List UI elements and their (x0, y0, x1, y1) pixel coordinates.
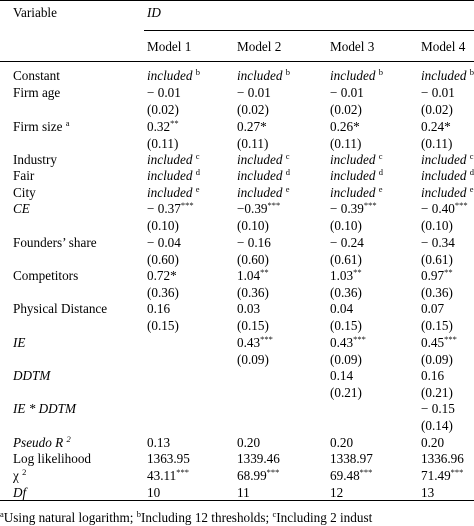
cell-significance: *** (450, 467, 464, 477)
cell-value: (0.61) (330, 252, 362, 267)
cell-significance: b (195, 67, 200, 77)
cell-value: (0.15) (147, 318, 179, 333)
cell-value: included (330, 152, 376, 167)
row-label (13, 84, 60, 101)
cell-significance: *** (266, 467, 280, 477)
cell-significance: *** (444, 334, 457, 344)
cell-value: included (421, 168, 467, 183)
cell-value: included (330, 68, 376, 83)
cell-value: − 0.39 (330, 201, 364, 216)
cell-value: included (147, 68, 193, 83)
row-label (13, 400, 76, 417)
cell-value: included (330, 168, 376, 183)
cell-model-3 (330, 251, 362, 268)
cell-value: (0.02) (330, 102, 362, 117)
header-model-1: Model 1 (147, 39, 192, 54)
cell-model-2 (237, 135, 268, 152)
cell-value: included (421, 185, 467, 200)
cell-model-3 (330, 467, 372, 484)
cell-value: (0.09) (421, 352, 453, 367)
cell-significance: ** (260, 267, 269, 277)
row-label (13, 367, 50, 384)
cell-significance: c (378, 151, 383, 161)
cell-model-4 (421, 135, 452, 152)
cell-value: included (237, 68, 283, 83)
cell-value: 0.14 (330, 368, 354, 383)
row-label-text: DDTM (13, 368, 51, 383)
cell-significance: *** (454, 200, 468, 210)
cell-value: 1.03 (330, 268, 354, 283)
cell-value: 68.99 (237, 468, 267, 483)
cell-significance: e (469, 184, 474, 194)
table-top-rule (0, 0, 474, 1)
cell-value: − 0.40 (421, 201, 455, 216)
cell-model-1 (147, 267, 177, 284)
cell-value: included (237, 152, 283, 167)
cell-value: 0.27* (237, 119, 267, 134)
cell-value: (0.11) (421, 136, 453, 151)
footnote-sup-b: b (136, 509, 141, 519)
row-label-text: IE (13, 335, 26, 350)
cell-model-3 (330, 284, 362, 301)
cell-model-2 (237, 267, 269, 284)
cell-value: included (421, 68, 467, 83)
cell-significance: ** (353, 267, 362, 277)
cell-model-1 (147, 484, 160, 501)
row-label-text: Competitors (13, 268, 79, 283)
cell-value: (0.60) (147, 252, 179, 267)
cell-value: − 0.16 (237, 235, 271, 250)
cell-significance: ** (170, 118, 179, 128)
row-label-sup: a (65, 118, 70, 128)
cell-model-3 (330, 67, 383, 84)
cell-value: 69.48 (330, 468, 360, 483)
cell-model-4 (421, 151, 474, 168)
cell-significance: e (378, 184, 383, 194)
cell-value: (0.02) (147, 102, 179, 117)
cell-model-2 (237, 184, 290, 201)
cell-model-4 (421, 334, 457, 351)
cell-model-2 (237, 284, 269, 301)
cell-model-4 (421, 434, 444, 451)
cell-value: (0.11) (330, 136, 362, 151)
cell-value: (0.02) (237, 102, 269, 117)
header-model-4: Model 4 (421, 39, 466, 54)
cell-value: (0.10) (237, 218, 269, 233)
cell-value: 0.04 (330, 301, 354, 316)
cell-model-1 (147, 184, 200, 201)
cell-value: (0.10) (421, 218, 453, 233)
cell-model-3 (330, 384, 362, 401)
cell-model-4 (421, 84, 455, 101)
row-label-text: Firm age (13, 85, 61, 100)
cell-model-4 (421, 67, 474, 84)
cell-value: 1.04 (237, 268, 261, 283)
cell-value: 0.16 (421, 368, 445, 383)
cell-model-1 (147, 118, 179, 135)
cell-value: 0.03 (237, 301, 261, 316)
cell-model-3 (330, 267, 362, 284)
cell-model-1 (147, 450, 190, 467)
cell-value: 0.32 (147, 119, 171, 134)
row-label-text: Physical Distance (13, 301, 108, 316)
cell-model-4 (421, 267, 453, 284)
cell-value: 0.45 (421, 335, 445, 350)
cell-model-3 (330, 184, 383, 201)
cell-model-2 (237, 84, 271, 101)
footnote (0, 510, 372, 526)
cell-model-1 (147, 234, 181, 251)
cell-model-4 (421, 467, 463, 484)
cell-model-1 (147, 167, 200, 184)
cell-model-4 (421, 450, 464, 467)
cell-model-4 (421, 417, 453, 434)
cell-significance: d (378, 167, 383, 177)
cell-model-4 (421, 400, 455, 417)
cell-value: included (147, 168, 193, 183)
cell-model-1 (147, 135, 178, 152)
cell-model-3 (330, 167, 383, 184)
cell-value: 0.97 (421, 268, 445, 283)
cell-significance: d (469, 167, 474, 177)
cell-model-2 (237, 317, 269, 334)
table-bottom-rule (0, 500, 474, 501)
cell-value: 0.26* (330, 119, 360, 134)
cell-value: (0.09) (330, 352, 362, 367)
cell-value: (0.36) (330, 285, 362, 300)
cell-model-1 (147, 284, 179, 301)
cell-value: 13 (421, 485, 435, 500)
cell-model-4 (421, 300, 444, 317)
header-group: ID (147, 5, 161, 20)
cell-model-4 (421, 217, 453, 234)
row-label (13, 434, 71, 451)
cell-significance: *** (353, 334, 366, 344)
cell-significance: e (195, 184, 200, 194)
cell-model-1 (147, 67, 200, 84)
row-label (13, 234, 97, 251)
cell-value: − 0.04 (147, 235, 181, 250)
cell-significance: c (195, 151, 200, 161)
cell-model-1 (147, 84, 181, 101)
cell-model-3 (330, 200, 377, 217)
cell-value: included (330, 185, 376, 200)
cell-value: included (421, 152, 467, 167)
cell-model-1 (147, 300, 170, 317)
row-label (13, 167, 34, 184)
cell-model-3 (330, 450, 373, 467)
cell-model-2 (237, 467, 279, 484)
cell-value: − 0.15 (421, 401, 455, 416)
cell-model-3 (330, 234, 364, 251)
cell-value: 10 (147, 485, 161, 500)
row-label (13, 300, 107, 317)
cell-significance: *** (176, 467, 189, 477)
cell-significance: b (285, 67, 290, 77)
cell-value: (0.02) (421, 102, 453, 117)
header-group-rule (144, 30, 474, 31)
cell-value: 1336.96 (421, 451, 464, 466)
cell-significance: *** (359, 467, 373, 477)
cell-model-4 (421, 234, 455, 251)
cell-value: 0.16 (147, 301, 171, 316)
row-label-text: Firm size (13, 119, 63, 134)
cell-model-3 (330, 84, 364, 101)
cell-model-4 (421, 101, 453, 118)
cell-model-1 (147, 467, 189, 484)
cell-value: (0.11) (237, 136, 269, 151)
cell-value: 11 (237, 485, 250, 500)
cell-value: − 0.01 (330, 85, 364, 100)
row-label (13, 467, 26, 484)
row-label (13, 334, 25, 351)
row-label-sup: 2 (22, 467, 27, 477)
cell-significance: e (285, 184, 290, 194)
cell-value: 0.20 (237, 435, 261, 450)
cell-value: (0.21) (330, 385, 362, 400)
cell-value: − 0.01 (147, 85, 181, 100)
cell-model-1 (147, 217, 179, 234)
header-bottom-rule (0, 61, 474, 62)
cell-value: included (237, 185, 283, 200)
cell-model-2 (237, 217, 269, 234)
row-label-text: Df (13, 485, 27, 500)
cell-value: 0.24* (421, 119, 451, 134)
cell-value: (0.10) (330, 218, 362, 233)
cell-model-4 (421, 118, 451, 135)
footnote-sup-c: c (272, 509, 277, 519)
row-label-text: χ (13, 468, 19, 483)
cell-value: 71.49 (421, 468, 451, 483)
cell-significance: d (285, 167, 290, 177)
cell-model-3 (330, 484, 343, 501)
cell-model-4 (421, 167, 474, 184)
row-label-text: Founders’ share (13, 235, 97, 250)
cell-significance: c (469, 151, 474, 161)
cell-value: 1339.46 (237, 451, 280, 466)
cell-significance: c (285, 151, 290, 161)
cell-value: 0.43 (330, 335, 354, 350)
cell-model-1 (147, 151, 200, 168)
cell-value: 1338.97 (330, 451, 373, 466)
cell-value: − 0.01 (421, 85, 455, 100)
cell-model-2 (237, 118, 267, 135)
cell-significance: *** (267, 200, 281, 210)
cell-model-4 (421, 184, 474, 201)
cell-model-2 (237, 67, 290, 84)
cell-value: 0.43 (237, 335, 261, 350)
header-variable: Variable (13, 5, 57, 20)
cell-value: 0.72* (147, 268, 177, 283)
cell-model-2 (237, 300, 260, 317)
cell-model-1 (147, 317, 179, 334)
header-model-3: Model 3 (330, 39, 375, 54)
cell-model-3 (330, 334, 366, 351)
header-model-2: Model 2 (237, 39, 282, 54)
cell-model-4 (421, 317, 453, 334)
cell-significance: b (378, 67, 383, 77)
cell-value: (0.15) (237, 318, 269, 333)
row-label-text: Fair (13, 168, 35, 183)
cell-value: 43.11 (147, 468, 177, 483)
row-label-text: Industry (13, 152, 57, 167)
cell-value: (0.11) (147, 136, 179, 151)
cell-model-3 (330, 434, 353, 451)
cell-value: (0.15) (421, 318, 453, 333)
cell-value: 1363.95 (147, 451, 190, 466)
cell-value: (0.36) (421, 285, 453, 300)
cell-model-4 (421, 367, 444, 384)
cell-value: (0.61) (421, 252, 453, 267)
cell-value: (0.36) (237, 285, 269, 300)
cell-model-3 (330, 151, 383, 168)
cell-value: − 0.24 (330, 235, 364, 250)
cell-value: 0.20 (421, 435, 445, 450)
row-label-sup: 2 (66, 434, 71, 444)
cell-model-2 (237, 450, 280, 467)
row-label (13, 151, 57, 168)
row-label (13, 67, 60, 84)
cell-model-2 (237, 101, 269, 118)
cell-value: (0.09) (237, 352, 269, 367)
cell-model-3 (330, 300, 353, 317)
cell-value: included (147, 185, 193, 200)
cell-model-3 (330, 101, 362, 118)
cell-model-4 (421, 484, 434, 501)
cell-value: 12 (330, 485, 344, 500)
cell-value: (0.21) (421, 385, 453, 400)
cell-model-1 (147, 251, 179, 268)
cell-model-4 (421, 200, 468, 217)
cell-model-2 (237, 234, 271, 251)
footnote-text-c: Including 2 indust (276, 510, 373, 525)
row-label-text: Constant (13, 68, 60, 83)
cell-value: (0.60) (237, 252, 269, 267)
cell-model-2 (237, 334, 273, 351)
cell-model-3 (330, 135, 361, 152)
cell-significance: *** (260, 334, 273, 344)
cell-model-2 (237, 351, 269, 368)
row-label (13, 450, 91, 467)
cell-model-2 (237, 151, 290, 168)
cell-model-3 (330, 118, 360, 135)
cell-model-2 (237, 167, 290, 184)
cell-model-2 (237, 434, 260, 451)
row-label (13, 184, 36, 201)
row-label (13, 267, 78, 284)
cell-model-4 (421, 384, 453, 401)
row-label (13, 484, 26, 501)
cell-model-4 (421, 251, 453, 268)
cell-significance: d (195, 167, 200, 177)
cell-model-1 (147, 200, 194, 217)
cell-model-3 (330, 351, 362, 368)
cell-value: (0.10) (147, 218, 179, 233)
cell-model-2 (237, 484, 250, 501)
cell-model-1 (147, 434, 170, 451)
cell-model-3 (330, 317, 362, 334)
row-label-text: Log likelihood (13, 451, 92, 466)
cell-model-3 (330, 367, 353, 384)
footnote-sup-a: a (0, 509, 4, 519)
cell-model-2 (237, 200, 280, 217)
cell-model-1 (147, 101, 179, 118)
cell-value: − 0.01 (237, 85, 271, 100)
row-label-text: City (13, 185, 36, 200)
cell-significance: ** (444, 267, 453, 277)
cell-value: 0.20 (330, 435, 354, 450)
row-label-text: IE * DDTM (13, 401, 77, 416)
row-label-text: Pseudo R (13, 435, 64, 450)
cell-value: (0.15) (330, 318, 362, 333)
footnote-text-b: Including 12 thresholds; (140, 510, 273, 525)
cell-value: − 0.37 (147, 201, 181, 216)
cell-significance: b (469, 67, 474, 77)
cell-model-4 (421, 351, 453, 368)
cell-value: 0.13 (147, 435, 171, 450)
cell-value: included (237, 168, 283, 183)
cell-model-3 (330, 217, 362, 234)
row-label-text: CE (13, 201, 30, 216)
cell-model-2 (237, 251, 269, 268)
footnote-text-a: Using natural logarithm; (3, 510, 137, 525)
cell-significance: *** (180, 200, 194, 210)
cell-value: included (147, 152, 193, 167)
cell-value: (0.14) (421, 418, 453, 433)
cell-value: (0.36) (147, 285, 179, 300)
row-label (13, 200, 30, 217)
cell-significance: *** (363, 200, 377, 210)
cell-value: − 0.34 (421, 235, 455, 250)
cell-value: −0.39 (237, 201, 268, 216)
row-label (13, 118, 70, 135)
cell-value: 0.07 (421, 301, 445, 316)
cell-model-4 (421, 284, 453, 301)
